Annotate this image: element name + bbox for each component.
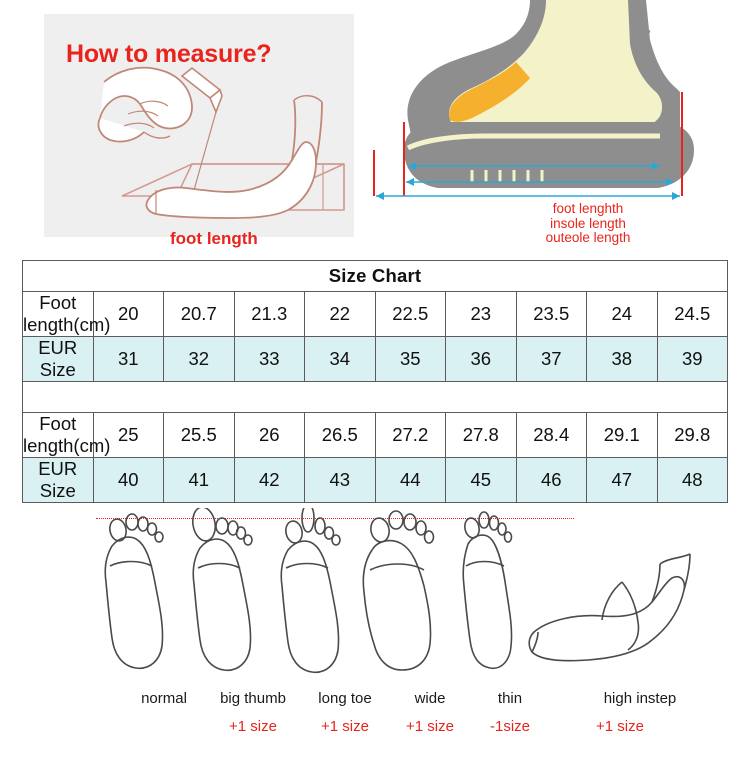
foot-type-label-thin: thin (497, 690, 523, 707)
cell-foot-length: 29.1 (587, 413, 658, 458)
cell-eur-size: 46 (516, 458, 587, 503)
cell-foot-length: 26 (234, 413, 305, 458)
cell-eur-size: 33 (234, 337, 305, 382)
cell-eur-size: 45 (446, 458, 517, 503)
table-row (23, 292, 728, 337)
row-header-eur-size-2: EUR Size (23, 458, 94, 503)
cell-eur-size: 34 (305, 337, 376, 382)
foot-type-label-normal: normal (141, 690, 187, 707)
foot-type-adjust-long-toe: +1 size (321, 718, 369, 735)
cell-foot-length: 27.2 (375, 413, 446, 458)
cell-eur-size: 35 (375, 337, 446, 382)
cell-foot-length: 24.5 (657, 292, 728, 337)
cell-foot-length: 22 (305, 292, 376, 337)
cell-eur-size: 31 (93, 337, 164, 382)
cell-eur-size: 44 (375, 458, 446, 503)
shoe-cross-section-panel (364, 0, 750, 258)
foot-types-section (0, 496, 750, 766)
cell-eur-size: 36 (446, 337, 517, 382)
cell-foot-length: 23 (446, 292, 517, 337)
table-spacer (23, 382, 728, 413)
legend-foot-length: foot lenghth (552, 201, 624, 216)
cell-eur-size: 32 (164, 337, 235, 382)
legend-insole-length: insole length (550, 215, 626, 231)
cell-foot-length: 29.8 (657, 413, 728, 458)
foot-type-adjust-big-thumb: +1 size (229, 718, 277, 735)
foot-type-adjust-thin: -1size (489, 718, 530, 735)
cell-foot-length: 25 (93, 413, 164, 458)
cell-eur-size: 48 (657, 458, 728, 503)
foot-type-label-high-instep: high instep (603, 690, 677, 707)
cell-eur-size: 43 (305, 458, 376, 503)
row-header-eur-size-1: EUR Size (23, 337, 94, 382)
cell-foot-length: 27.8 (446, 413, 517, 458)
how-to-measure-title: How to measure? (66, 40, 272, 68)
foot-type-adjust-wide: +1 size (406, 718, 454, 735)
foot-type-adjust-high-instep: +1 size (596, 718, 644, 735)
top-illustration-section (0, 0, 750, 258)
table-row (23, 413, 728, 458)
how-to-measure-panel (44, 14, 354, 248)
cell-foot-length: 20.7 (164, 292, 235, 337)
cell-foot-length: 26.5 (305, 413, 376, 458)
size-chart-title: Size Chart (23, 261, 728, 292)
legend-outsole-length: outeole length (545, 230, 631, 245)
row-header-foot-length-2: Foot length(cm) (23, 413, 111, 456)
foot-type-label-long-toe: long toe (318, 690, 372, 707)
cell-foot-length: 28.4 (516, 413, 587, 458)
cell-foot-length: 24 (587, 292, 658, 337)
cell-foot-length: 22.5 (375, 292, 446, 337)
size-chart (22, 260, 728, 503)
shoe-measurement-legend (468, 202, 708, 246)
cell-foot-length: 23.5 (516, 292, 587, 337)
size-chart-title-row (23, 261, 728, 292)
foot-type-label-wide: wide (414, 690, 446, 707)
cell-eur-size: 42 (234, 458, 305, 503)
foot-type-label-big-thumb: big thumb (220, 690, 286, 707)
cell-eur-size: 40 (93, 458, 164, 503)
table-row (23, 337, 728, 382)
cell-foot-length: 21.3 (234, 292, 305, 337)
cell-eur-size: 39 (657, 337, 728, 382)
cell-foot-length: 20 (93, 292, 164, 337)
cell-eur-size: 41 (164, 458, 235, 503)
cell-eur-size: 47 (587, 458, 658, 503)
cell-eur-size: 38 (587, 337, 658, 382)
foot-type-labels (90, 690, 710, 735)
size-chart-table (22, 260, 728, 503)
foot-length-label: foot length (170, 229, 258, 248)
table-spacer-row (23, 382, 728, 413)
row-header-foot-length-1: Foot length(cm) (23, 292, 111, 335)
foot-shapes-illustration-icon (96, 508, 750, 708)
cell-eur-size: 37 (516, 337, 587, 382)
cell-foot-length: 25.5 (164, 413, 235, 458)
